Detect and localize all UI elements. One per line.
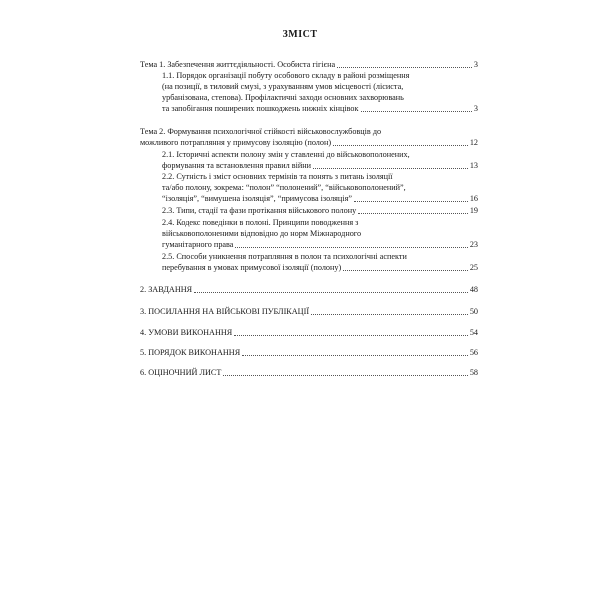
toc-leader xyxy=(354,200,468,202)
toc-page-number: 3 xyxy=(473,60,478,69)
toc-leader xyxy=(311,313,468,315)
toc-leader xyxy=(235,246,467,248)
toc-entry xyxy=(140,60,478,70)
toc-page-number: 54 xyxy=(469,328,478,337)
toc-page-number: 58 xyxy=(469,368,478,377)
toc-leader xyxy=(223,374,467,376)
toc-entry-text: та/або полону, зокрема: “полон” “полонений”, “військовополонений”, xyxy=(162,183,406,192)
toc-entry xyxy=(162,206,478,216)
toc-page-number: 50 xyxy=(469,307,478,316)
toc-page-number: 25 xyxy=(469,263,478,272)
toc-entry-text: формування та встановлення правил війни xyxy=(162,161,312,170)
toc-leader xyxy=(343,269,468,271)
toc-entry-text: (на позиції, в тиловий смузі, з урахуванням умов місцевості (лісиста, xyxy=(162,82,404,91)
toc-entry-text: урбанізована, степова). Профілактичні заходи основних захворювань xyxy=(162,93,404,102)
toc-leader xyxy=(242,354,468,356)
toc-leader xyxy=(358,212,468,214)
toc-page-number: 48 xyxy=(469,285,478,294)
page-title: ЗМІСТ xyxy=(282,29,318,40)
toc-page-number: 56 xyxy=(469,348,478,357)
toc-entry xyxy=(162,104,478,114)
toc-entry xyxy=(162,194,478,204)
toc-leader xyxy=(313,167,468,169)
toc-entry-text: 2.2. Сутність і зміст основних термінів та понять з питань ізоляції xyxy=(162,172,393,181)
toc-leader xyxy=(194,291,468,293)
toc-entry-text: 1.1. Порядок організації побуту особового складу в районі розміщення xyxy=(162,71,410,80)
toc-entry-text: 2.4. Кодекс поведінки в полоні. Принципи поводження з xyxy=(162,218,359,227)
toc-entry-text: 2.1. Історичні аспекти полону змін у ставленні до військовополонених, xyxy=(162,150,410,159)
toc-entry-text: 4. УМОВИ ВИКОНАННЯ xyxy=(140,328,233,337)
toc-entry-text: 2.5. Способи уникнення потрапляння в полон та психологічні аспекти xyxy=(162,252,407,261)
toc-leader xyxy=(234,334,468,336)
toc-entry-text: та запобігання поширених пошкоджень нижніх кінцівок xyxy=(162,104,359,113)
toc-entry xyxy=(162,263,478,273)
toc-entry-text: 6. ОЦІНОЧНИЙ ЛИСТ xyxy=(140,368,222,377)
toc-entry xyxy=(140,138,478,148)
toc-leader xyxy=(333,144,468,146)
toc-page-number: 19 xyxy=(469,206,478,215)
toc-entry xyxy=(140,328,478,338)
toc-entry xyxy=(140,285,478,295)
toc-page-number: 12 xyxy=(469,138,478,147)
toc-entry-text: 2. ЗАВДАННЯ xyxy=(140,285,193,294)
toc-page-number: 3 xyxy=(473,104,478,113)
toc-entry-text: можливого потрапляння у примусову ізоляцію (полон) xyxy=(140,138,332,147)
toc-entry-text: військовополоненими відповідно до норм Міжнародного xyxy=(162,229,362,238)
toc-entry-text: 5. ПОРЯДОК ВИКОНАННЯ xyxy=(140,348,241,357)
toc-leader xyxy=(361,110,472,112)
toc-entry-text: Тема 2. Формування психологічної стійкості військовослужбовців до xyxy=(140,127,382,136)
toc-entry-text: гуманітарного права xyxy=(162,240,234,249)
toc-entry xyxy=(162,240,478,250)
toc-entry-text: перебування в умовах примусової ізоляції (полону) xyxy=(162,263,342,272)
toc-entry-text: “ізоляція”, “вимушена ізоляція”, “примусова ізоляція” xyxy=(162,194,352,203)
toc-page-number: 23 xyxy=(469,240,478,249)
toc-entry-text: 2.3. Типи, стадії та фази протікання військового полону xyxy=(162,206,357,215)
toc-page-number: 16 xyxy=(469,194,478,203)
toc-entry-text: Тема 1. Забезпечення життєдіяльності. Особиста гігієна xyxy=(140,60,336,69)
toc-entry xyxy=(140,348,478,358)
toc-entry xyxy=(140,368,478,378)
toc-leader xyxy=(337,66,472,68)
toc-entry xyxy=(162,161,478,171)
toc-entry xyxy=(140,307,478,317)
toc-entry-text: 3. ПОСИЛАННЯ НА ВІЙСЬКОВІ ПУБЛІКАЦІЇ xyxy=(140,307,310,316)
toc-page-number: 13 xyxy=(469,161,478,170)
